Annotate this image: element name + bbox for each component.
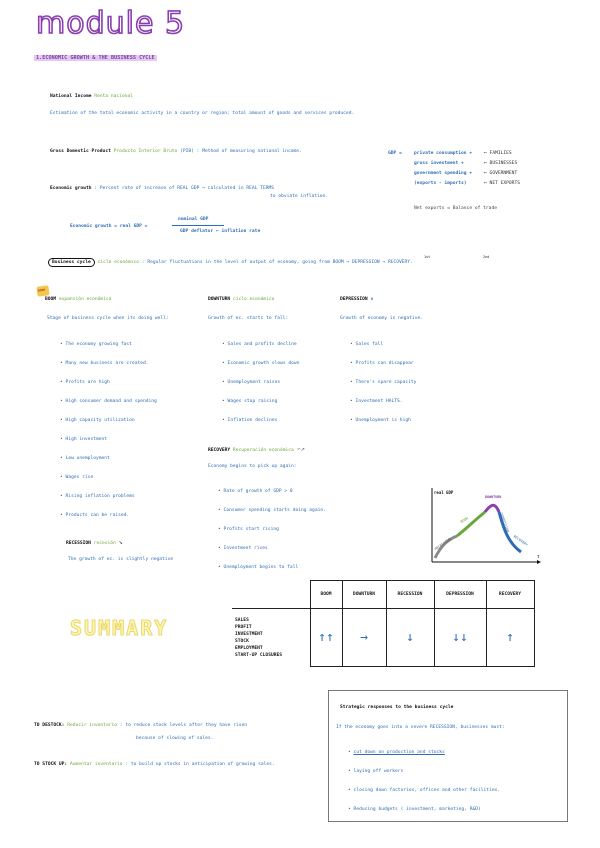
recovery-intro: Economy begins to pick up again: [208, 464, 297, 469]
list-item: • Investment HALTS. [350, 399, 403, 404]
list-item: • Profits start rising [218, 527, 279, 532]
list-item: • Many new business are created. [60, 361, 149, 366]
depression-title: DEPRESSION [340, 297, 368, 302]
summary-title: SUMMARY [70, 616, 169, 640]
national-income-def: Estimation of the total economic activity in a country or region; total amount of goods and services produced. [50, 111, 355, 116]
x-axis-arrow-icon [537, 560, 541, 564]
business-cycle-graph [425, 478, 545, 568]
list-item: • Sales and profits decline [222, 342, 297, 347]
recovery-heading [208, 445, 305, 453]
list-item: • Unemployment is high [350, 418, 411, 423]
destock-def2: because of slowing of sales. [136, 736, 214, 741]
summary-symbol: ↓↓ [434, 609, 486, 667]
depression-heading [340, 297, 373, 302]
graph-xlabel: t [537, 555, 540, 560]
row-labels: SALES PROFIT INVESTMENT STOCK EMPLOYMENT START-UP CLOSURES [232, 609, 310, 667]
cycle-arrow-label: 1st [424, 255, 431, 259]
table-header: DEPRESSION [434, 581, 486, 609]
table-header: RECOVERY [486, 581, 534, 609]
recovery-title: RECOVERY [208, 448, 231, 453]
depression-intro: Growth of economy is negative. [340, 316, 423, 321]
gdp-formula-lhs: GDP = [388, 151, 402, 156]
graph-ylabel: real GDP [434, 490, 454, 495]
gdp-term: private consumption + [414, 151, 473, 156]
section-heading: 1.ECONOMIC GROWTH & THE BUSINESS CYCLE [36, 55, 155, 61]
national-income-es: Renta nacional [94, 94, 134, 99]
list-item: • Sales fall [350, 342, 384, 347]
list-item: • closing down factories, offices and other facilities. [348, 788, 501, 793]
graph-label-depression: DEPRESSION [499, 512, 510, 533]
strategic-list [348, 743, 500, 819]
gdp-es: Producto Interior Bruto [113, 149, 178, 154]
summary-symbol: → [342, 609, 386, 667]
list-item: • Rate of growth of GDP > 0 [218, 489, 293, 494]
downturn-intro: Growth of ec. starts to fall: [208, 316, 289, 321]
table-header: RECESSION [386, 581, 434, 609]
fraction-bar [172, 225, 224, 226]
gdp-formula [388, 149, 402, 159]
gdp-arrow-label: NET EXPORTS [489, 181, 520, 186]
list-item: • Profits can disappear [350, 361, 414, 366]
recovery-es: Recuperación económica [232, 448, 294, 453]
list-item: • High consumer demand and spending [60, 399, 157, 404]
list-item: • Inflation declines [222, 418, 278, 423]
list-item: • Wages rise [60, 475, 94, 480]
list-item: • The economy growing fast [60, 342, 132, 347]
downturn-list [222, 335, 299, 430]
table-corner [232, 581, 310, 609]
list-item: • laying off workers [348, 769, 404, 774]
page-title: module 5 [36, 6, 186, 41]
arrow-left-icon: ⟵ [484, 181, 490, 186]
strategic-intro: If the economy goes into a severe RECESSION, businesses must: [336, 725, 505, 730]
stockup-line [34, 762, 275, 767]
squiggle-arrow-icon: ∽↗ [296, 445, 305, 453]
list-item: • High investment [60, 437, 108, 442]
arrow-left-icon: ⟵ [484, 171, 490, 176]
list-item: • Reducing budgets ( investment, marketing, R&D) [348, 807, 481, 812]
arrow-left-icon: ⟵ [484, 151, 490, 156]
recession-es: recesión [93, 541, 116, 546]
gdp-label: Gross Domestic Product [50, 149, 111, 154]
national-income-line [50, 94, 133, 99]
boom-badge-icon [36, 285, 49, 297]
destock-term: Reducir inventario [67, 723, 118, 728]
destock-line [34, 723, 247, 728]
list-item: • High capacity utilization [60, 418, 135, 423]
summary-symbol: ↑ [486, 609, 534, 667]
gdp-arrow-label: GOVERNMENT [489, 171, 518, 176]
stockup-label: TO STOCK UP: [34, 762, 68, 767]
downturn-heading [208, 297, 274, 302]
destock-label: TO DESTOCK: [34, 723, 65, 728]
recovery-list [218, 482, 326, 577]
boom-list [60, 335, 157, 525]
stockup-def: : to build up stocks in anticipation of growing sales. [125, 762, 275, 767]
boom-badge-text: BOOM [37, 287, 46, 293]
table-header: DOWNTURN [342, 581, 386, 609]
up-arrow-icon: ʌ [370, 297, 374, 302]
curved-arrow-icon: ↘ [118, 538, 123, 546]
gdp-abbr: (PIB) [180, 149, 194, 154]
list-item: • Consumer spending starts doing again. [218, 508, 326, 513]
downturn-title: DOWNTURN [208, 297, 231, 302]
list-item: • Products can be raised. [60, 513, 130, 518]
gdp-term: (exports - imports) [414, 181, 467, 186]
gdp-term: gross investment + [414, 161, 464, 166]
recession-text: The growth of ec. is slightly negative [68, 557, 174, 562]
list-item: • Low unemployment [60, 456, 110, 461]
gdp-def: : Method of measuring national income. [196, 149, 302, 154]
list-item: • Unemployment begins to fall [218, 565, 299, 570]
list-item: • There's spare capacity [350, 380, 417, 385]
cycle-arrow-label: 2nd [483, 255, 490, 259]
strategic-title: Strategic responses to the business cycle [340, 705, 454, 710]
economic-growth-def2: to obviate inflation. [270, 194, 329, 199]
summary-symbol: ↓ [386, 609, 434, 667]
growth-formula-num: nominal GDP [178, 217, 209, 222]
table-header: BOOM [310, 581, 342, 609]
arrow-left-icon: ⟵ [484, 161, 490, 166]
graph-label-recession: RECESSION [434, 537, 452, 552]
list-item: • Unemployment raises [222, 380, 281, 385]
table-row [232, 581, 534, 609]
gdp-arrow-label: BUSINESSES [489, 161, 518, 166]
table-row [232, 609, 534, 667]
list-item: • Economic growth slows down [222, 361, 300, 366]
net-exports-note: Net exports = Balance of trade [414, 206, 497, 211]
downturn-curve [485, 505, 499, 512]
summary-symbol: ↑↑ [310, 609, 342, 667]
stockup-term: Aumentar inventario [69, 762, 123, 767]
recession-heading [66, 538, 123, 546]
gdp-arrow-label: FAMILIES [489, 151, 512, 156]
gdp-line [50, 149, 302, 154]
business-cycle-es: ciclo económico [97, 260, 140, 265]
boom-heading [45, 297, 111, 302]
business-cycle-label: Business cycle [48, 258, 95, 267]
economic-growth-label: Economic growth [50, 186, 92, 191]
business-cycle-def: : Regular fluctuations in the level of output of economy, going from BOOM → DEPRESSION → RECOVERY. [141, 260, 413, 265]
list-item: • Profits are high [60, 380, 110, 385]
destock-def: : to reduce stock levels after they have risen [119, 723, 248, 728]
graph-label-boom: BOOM [459, 516, 469, 524]
business-cycle-line [48, 260, 413, 265]
list-item: • Rising inflation problems [60, 494, 135, 499]
list-item: • Wages stop raising [222, 399, 278, 404]
downturn-es: ciclo económico [232, 297, 275, 302]
growth-formula-den: GDP deflator ← inflation rate [180, 229, 261, 234]
list-item: • cut down on production and stocks [348, 750, 445, 755]
graph-label-downturn: DOWNTURN [485, 495, 502, 499]
boom-intro: Stage of business cycle when its doing well: [47, 316, 169, 321]
gdp-term: government spending + [414, 171, 473, 176]
gdp-terms [414, 149, 472, 189]
graph-label-recovery: RECOVERY [512, 534, 529, 548]
summary-table [232, 580, 535, 667]
boom-es: expansión económica [58, 297, 112, 302]
national-income-label: National Income [50, 94, 92, 99]
depression-list [350, 335, 416, 430]
economic-growth-def: : Percent rate of increase of REAL GDP → calculated in REAL TERMS [94, 186, 275, 191]
gdp-arrows [484, 149, 520, 189]
boom-title: BOOM [45, 297, 57, 302]
list-item: • Investment rises [218, 546, 268, 551]
economic-growth-line [50, 186, 274, 191]
growth-formula-lhs: Economic growth = real GDP = [70, 224, 148, 229]
recession-title: RECESSION [66, 541, 91, 546]
